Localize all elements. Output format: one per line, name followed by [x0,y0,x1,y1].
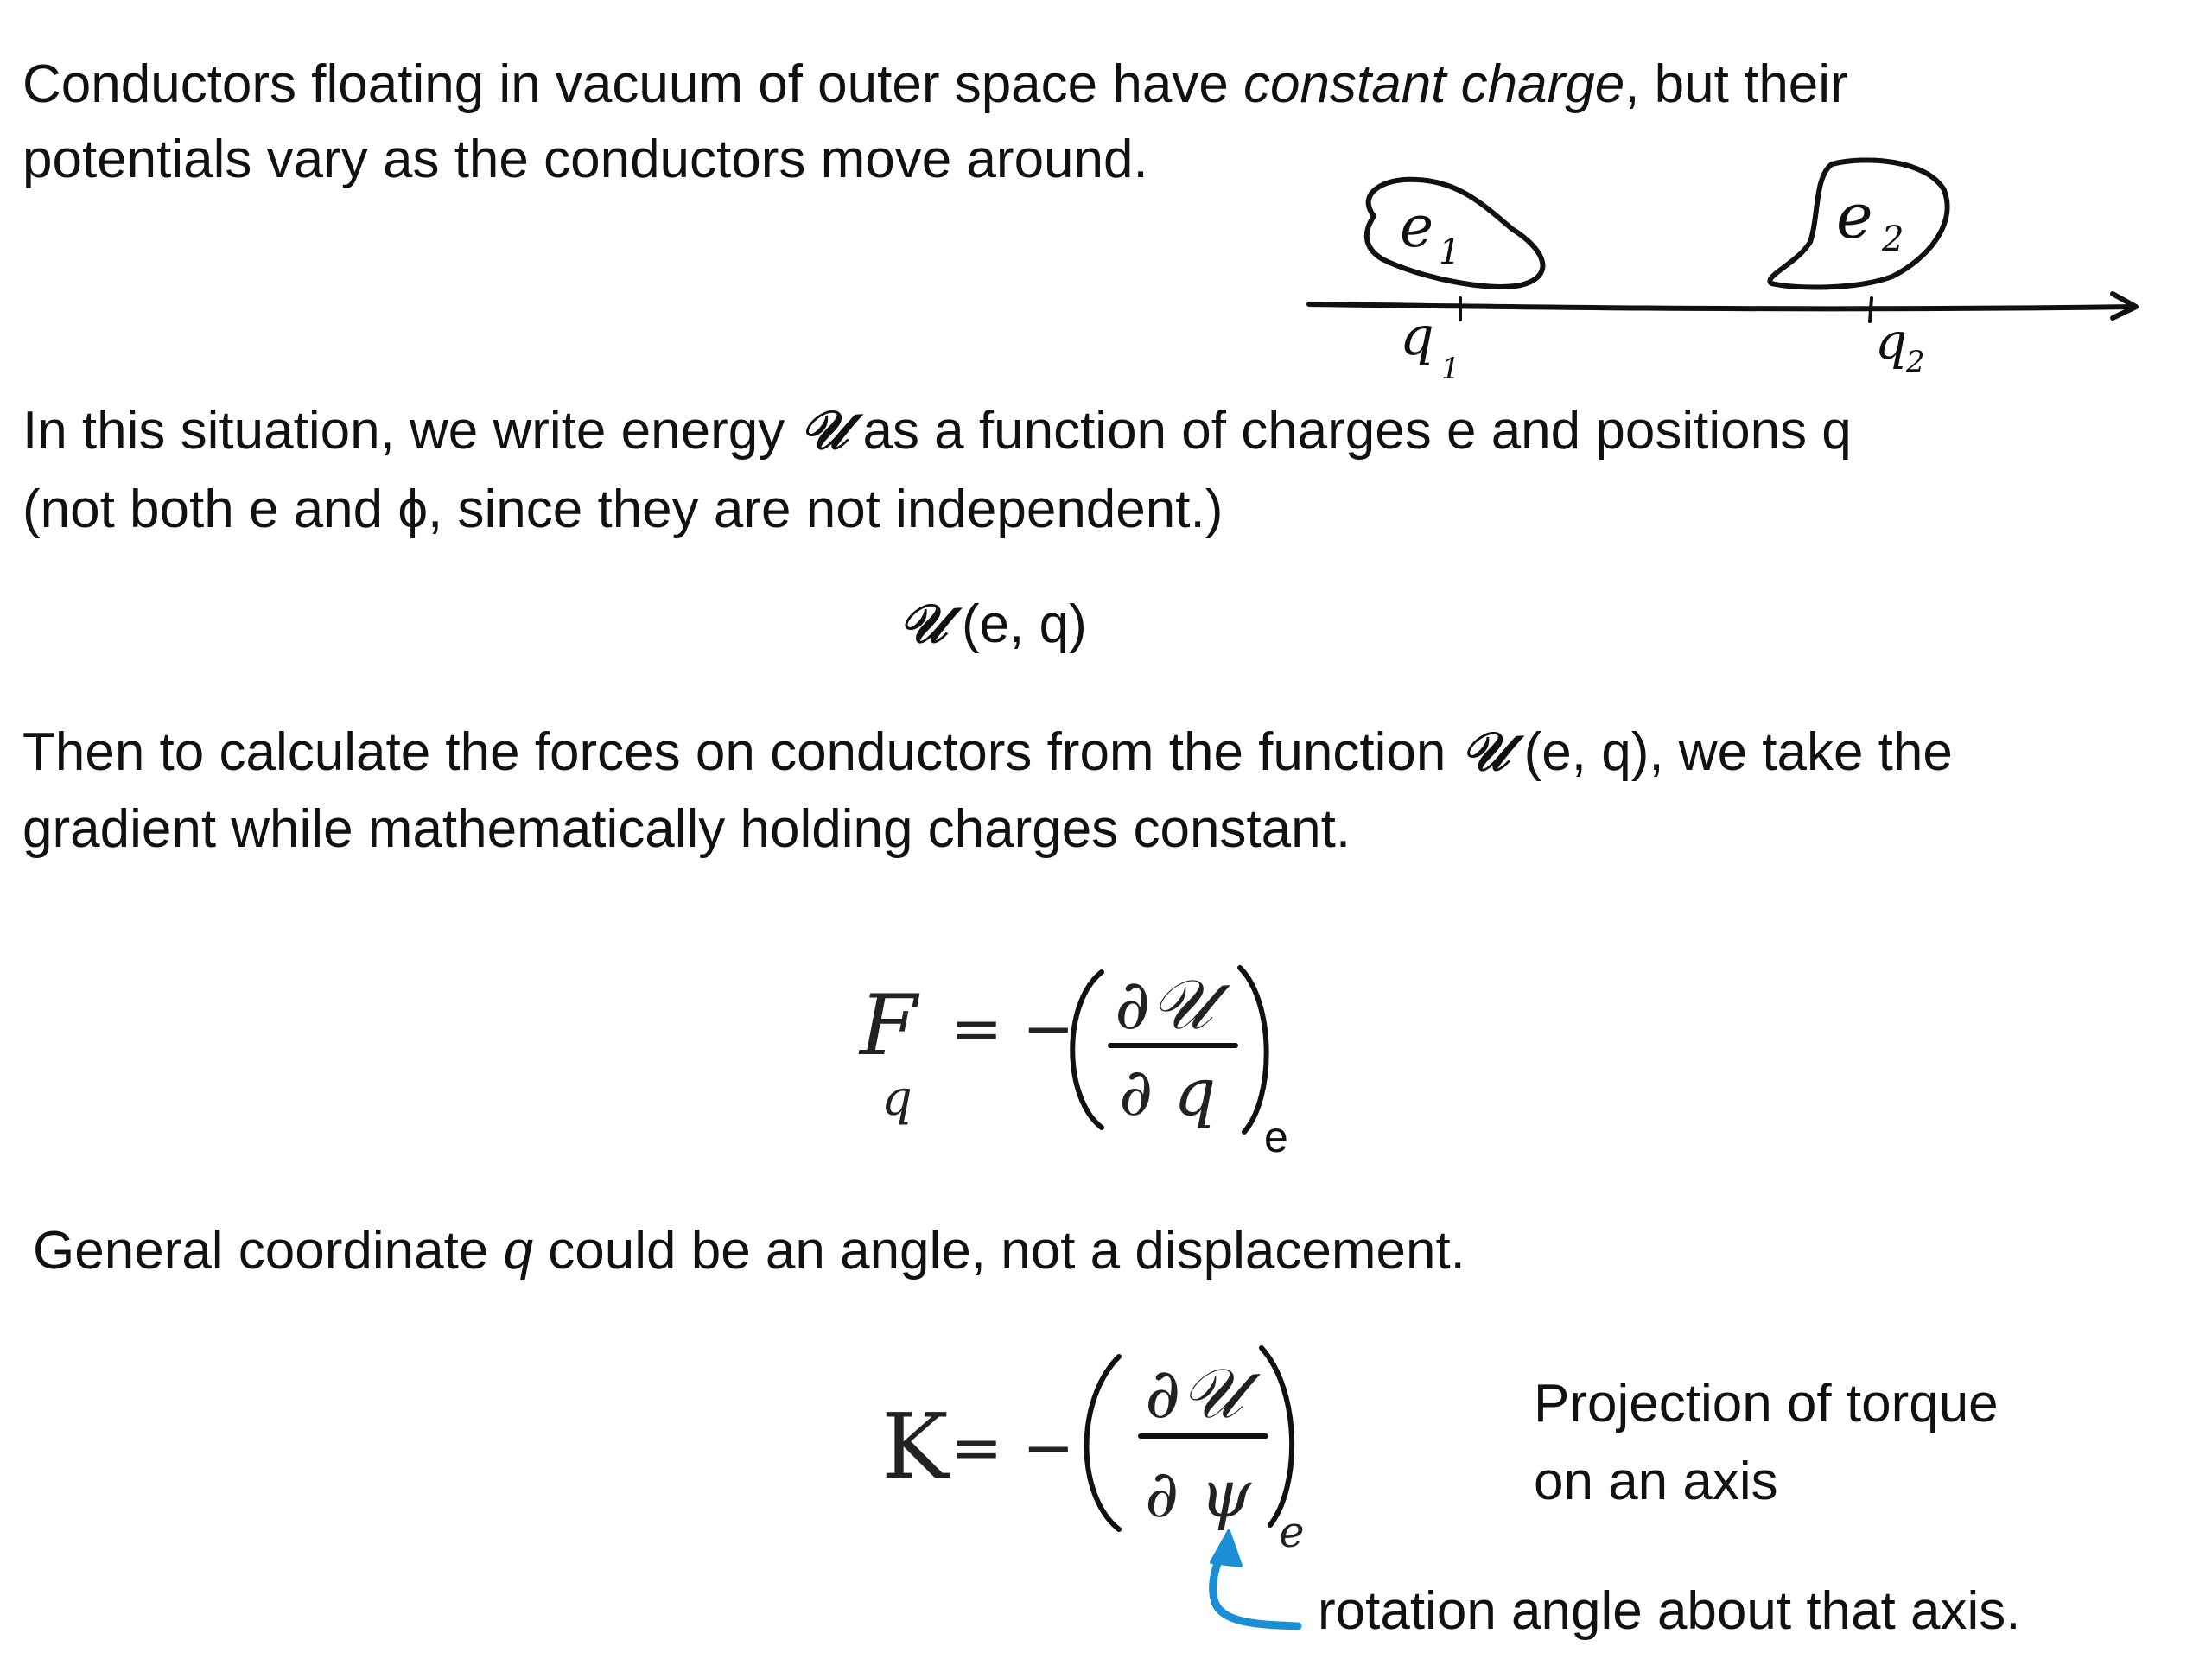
p1-emphasis: constant charge [1243,54,1625,114]
torque-equation [881,1348,1305,1557]
torque-left-paren [1087,1357,1120,1529]
torque-note-line-2: on an axis [1534,1452,1778,1511]
q2-label: q [1875,312,1908,371]
torque-lhs: K [881,1394,949,1499]
torque-equals-minus: = − [950,1411,1075,1484]
p1-text-before: Conductors floating in vacuum of outer space have [22,54,1244,114]
force-right-paren [1240,968,1267,1132]
torque-note-line-1: Projection of torque [1534,1374,1999,1433]
energy-expression-args: (e, q) [946,594,1087,654]
force-denominator: ∂ q [1119,1053,1217,1130]
q2-tick [1870,298,1872,321]
q2-subscript: 2 [1906,345,1925,379]
p2-text-after: as a function of charges e and positions q [848,401,1852,461]
p2-text-before: In this situation, we write energy [22,401,800,461]
torque-numerator: ∂𝒰 [1145,1353,1243,1433]
p3-text-before: Then to calculate the forces on conductors from the function [22,722,1461,782]
force-numerator: ∂𝒰 [1115,964,1213,1045]
paragraph-4 [33,1217,1465,1287]
force-subscript: e [1264,1113,1288,1161]
e1-label: e [1400,194,1434,260]
q1-subscript: 1 [1441,352,1460,386]
force-equation [858,964,1288,1161]
q1-label: q [1400,304,1434,367]
force-left-paren [1072,972,1102,1128]
energy-symbol: 𝒰 [799,398,849,461]
pointer-arrowhead-icon [1211,1531,1241,1566]
paragraph-3-line-2: gradient while mathematically holding charges constant. [22,799,1351,859]
e2-label: e [1836,180,1873,252]
paragraph-1-line-2: potentials vary as the conductors move around. [22,130,1148,189]
energy-symbol-2: 𝒰 [1460,720,1510,783]
angle-note: rotation angle about that axis. [1318,1581,2021,1641]
p4-text-after: could be an angle, not a displacement. [533,1221,1465,1281]
e1-subscript: 1 [1439,232,1461,272]
paragraph-3-line-1 [22,717,1953,788]
force-lhs: F [860,977,918,1074]
p1-text-after: , but their [1624,54,1848,114]
torque-denominator: ∂ ψ [1145,1455,1252,1532]
paragraph-2-line-1 [22,396,1852,467]
force-equals-minus: = − [950,992,1075,1065]
p4-text-before: General coordinate [33,1221,504,1281]
energy-expression [899,589,1087,660]
p4-emphasis: q [503,1221,534,1281]
e2-subscript: 2 [1882,219,1904,259]
force-lhs-subscript: q [881,1071,912,1127]
paragraph-2-line-2: (not both e and ϕ, since they are not independent.) [22,480,1224,539]
torque-subscript: e [1279,1507,1305,1557]
p3-text-after: (e, q), we take the [1509,722,1953,782]
energy-expression-symbol: 𝒰 [899,592,947,655]
